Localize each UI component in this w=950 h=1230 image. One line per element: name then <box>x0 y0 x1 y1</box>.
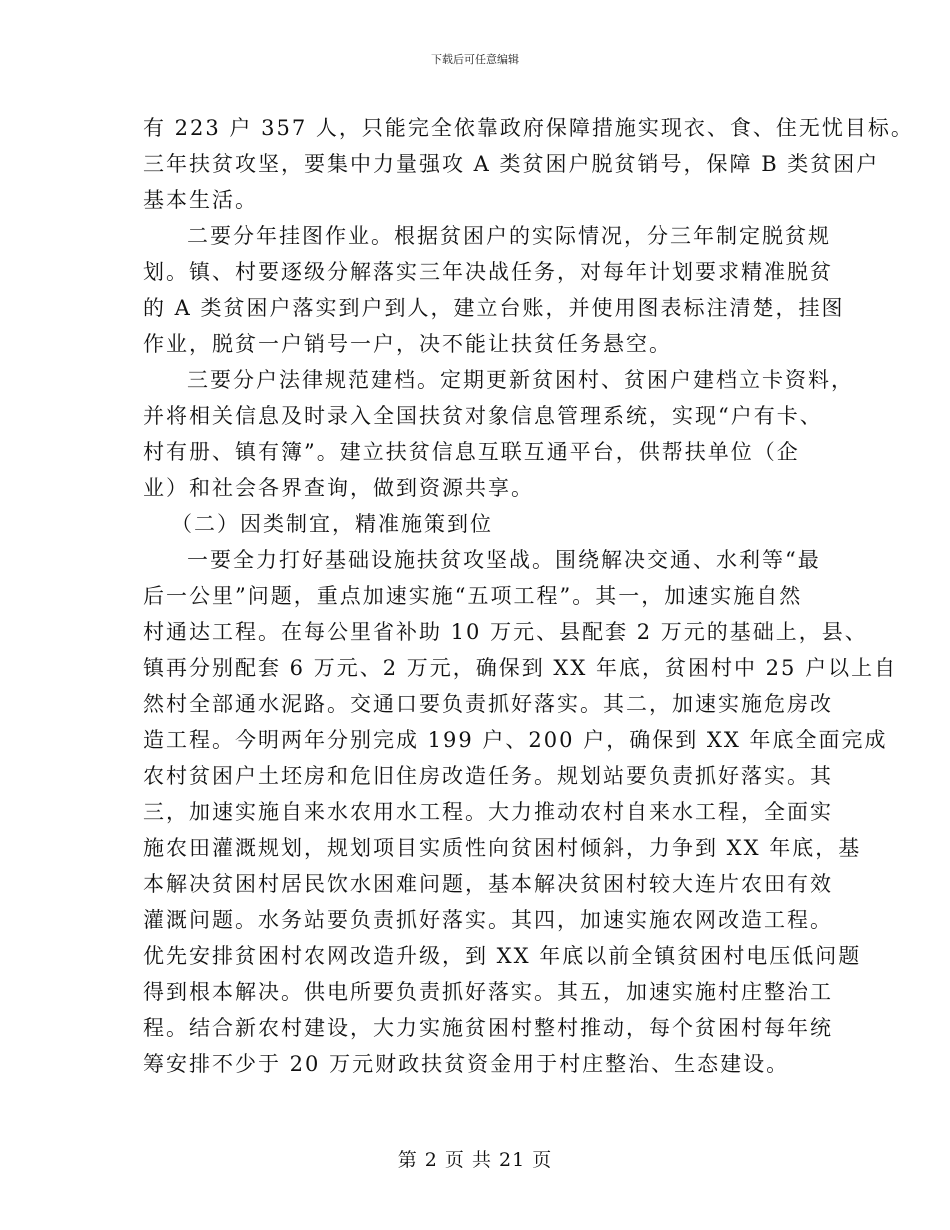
text-line: 造工程。今明两年分别完成 199 户、200 户，确保到 XX 年底全面完成 <box>143 728 888 752</box>
text-line: 筹安排不少于 20 万元财政扶贫资金用于村庄整治、生态建设。 <box>143 1052 790 1076</box>
paragraph-first-line: 三要分户法律规范建档。定期更新贫困村、贫困户建档立卡资料， <box>187 368 854 392</box>
text-line: 本解决贫困村居民饮水困难问题，基本解决贫困村较大连片农田有效 <box>143 872 833 896</box>
text-line: 三，加速实施自来水农用水工程。大力推动农村自来水工程，全面实 <box>143 800 833 824</box>
text-line: 三年扶贫攻坚，要集中力量强攻 A 类贫困户脱贫销号，保障 B 类贫困户 <box>143 152 880 176</box>
text-line: 得到根本解决。供电所要负责抓好落实。其五，加速实施村庄整治工 <box>143 980 833 1004</box>
text-line: 优先安排贫困村农网改造升级，到 XX 年底以前全镇贫困村电压低问题 <box>143 944 862 968</box>
text-line: 灌溉问题。水务站要负责抓好落实。其四，加速实施农网改造工程。 <box>143 908 833 932</box>
text-line: 作业，脱贫一户销号一户，决不能让扶贫任务悬空。 <box>143 332 672 356</box>
text-line: 后一公里”问题，重点加速实施“五项工程”。其一，加速实施自然 <box>143 584 803 608</box>
text-line: 村有册、镇有簿”。建立扶贫信息互联互通平台，供帮扶单位（企 <box>143 440 800 464</box>
text-line: 村通达工程。在每公里省补助 10 万元、县配套 2 万元的基础上，县、 <box>143 620 868 644</box>
text-line: 农村贫困户土坯房和危旧住房改造任务。规划站要负责抓好落实。其 <box>143 764 833 788</box>
text-line: 程。结合新农村建设，大力实施贫困村整村推动，每个贫困村每年统 <box>143 1016 833 1040</box>
text-line: 然村全部通水泥路。交通口要负责抓好落实。其二，加速实施危房改 <box>143 692 833 716</box>
section-heading: （二）因类制宜，精准施策到位 <box>171 512 493 536</box>
text-line: 基本生活。 <box>143 188 258 212</box>
text-line: 有 223 户 357 人，只能完全依靠政府保障措施实现衣、食、住无忧目标。 <box>143 116 914 140</box>
text-line: 镇再分别配套 6 万元、2 万元，确保到 XX 年底，贫困村中 25 户以上自 <box>143 656 898 680</box>
paragraph-first-line: 一要全力打好基础设施扶贫攻坚战。围绕解决交通、水利等“最 <box>187 548 821 572</box>
text-line: 划。镇、村要逐级分解落实三年决战任务，对每年计划要求精准脱贫 <box>143 260 833 284</box>
text-line: 的 A 类贫困户落实到户到人，建立台账，并使用图表标注清楚，挂图 <box>143 296 845 320</box>
text-line: 并将相关信息及时录入全国扶贫对象信息管理系统，实现“户有卡、 <box>143 404 823 428</box>
page-footer: 第 2 页 共 21 页 <box>397 1149 553 1171</box>
page-header: 下载后可任意编辑 <box>431 53 519 66</box>
text-line: 业）和社会各界查询，做到资源共享。 <box>143 476 534 500</box>
text-line: 施农田灌溉规划，规划项目实质性向贫困村倾斜，力争到 XX 年底，基 <box>143 836 862 860</box>
paragraph-first-line: 二要分年挂图作业。根据贫困户的实际情况，分三年制定脱贫规 <box>187 224 831 248</box>
